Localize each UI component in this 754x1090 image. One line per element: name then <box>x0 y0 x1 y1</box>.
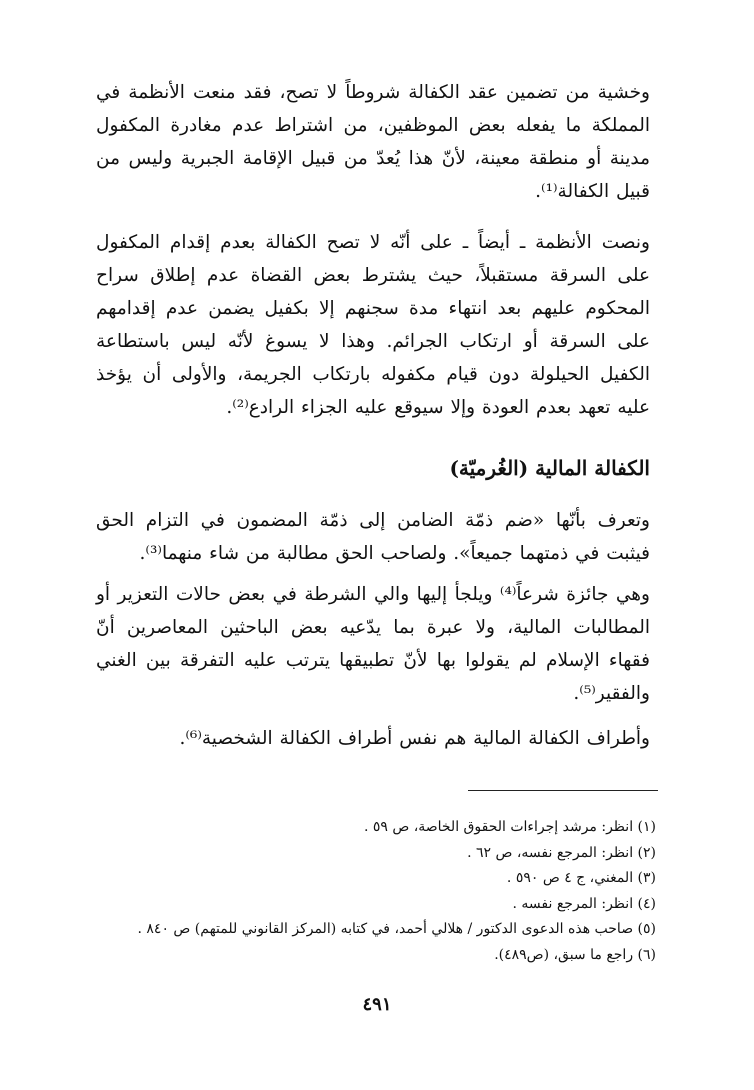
page-number: ٤٩١ <box>362 994 392 1015</box>
paragraph-legitimacy: وهي جائزة شرعاً⁽⁴⁾ ويلجأ إليها والي الشرطة في بعض حالات التعزير أو المطالبات المالية، ولا عبرة بما يدّعيه بعض الباحثين المعاصرين أنّ فقهاء الإسلام لم يقولوا بها لأنّ تطبيقها يترتب عليه التفرقة بين الغني والفقير⁽⁵⁾. <box>96 584 650 704</box>
main-text <box>96 76 650 755</box>
section-heading: الكفالة المالية (الغُرميّة) <box>449 456 650 480</box>
footnotes <box>96 815 656 969</box>
paragraph-theft-guarantee: ونصت الأنظمة ـ أيضاً ـ على أنّه لا تصح الكفالة بعدم إقدام المكفول على السرقة مستقبلاً، حيث يشترط بعض القضاة عدم إطلاق سراح المحكوم عليهم بعد انتهاء مدة سجنهم إلا بكفيل يضمن عدم إقدامهم على السرقة أو ارتكاب الجرائم. وهذا لا يسوغ لأنّه ليس باستطاعة الكفيل الحيلولة دون قيام مكفوله بارتكاب الجريمة، والأولى أن يؤخذ عليه تعهد بعدم العودة وإلا سيوقع عليه الجزاء الرادع⁽²⁾. <box>96 232 650 418</box>
footnote-5: (٥) صاحب هذه الدعوى الدكتور / هلالي أحمد، في كتابه (المركز القانوني للمتهم) ص ٨٤٠ . <box>137 921 656 938</box>
footnote-3: (٣) المغني، ج ٤ ص ٥٩٠ . <box>506 870 656 887</box>
footnote-1: (١) انظر: مرشد إجراءات الحقوق الخاصة، ص ٥٩ . <box>363 819 656 835</box>
paragraph-parties: وأطراف الكفالة المالية هم نفس أطراف الكفالة الشخصية⁽⁶⁾. <box>179 728 650 749</box>
paragraph-definition: وتعرف بأنّها «ضم ذمّة الضامن إلى ذمّة المضمون في التزام الحق فيثبت في ذمتهما جميعاً». ولصاحب الحق مطالبة من شاء منهما⁽³⁾. <box>96 510 650 564</box>
footnote-2: (٢) انظر: المرجع نفسه، ص ٦٢ . <box>467 844 656 861</box>
paragraph-residence-restriction: وخشية من تضمين عقد الكفالة شروطاً لا تصح، فقد منعت الأنظمة في المملكة ما يفعله بعض الموظفين، من اشتراط عدم مغادرة المكفول مدينة أو منطقة معينة، لأنّ هذا يُعدّ من قبيل الإقامة الجبرية وليس من قبيل الكفالة⁽¹⁾. <box>96 82 650 202</box>
footnote-divider <box>468 790 658 791</box>
footnote-4: (٤) انظر: المرجع نفسه . <box>512 895 656 912</box>
footnote-6: (٦) راجع ما سبق، (ص٤٨٩). <box>494 946 656 963</box>
